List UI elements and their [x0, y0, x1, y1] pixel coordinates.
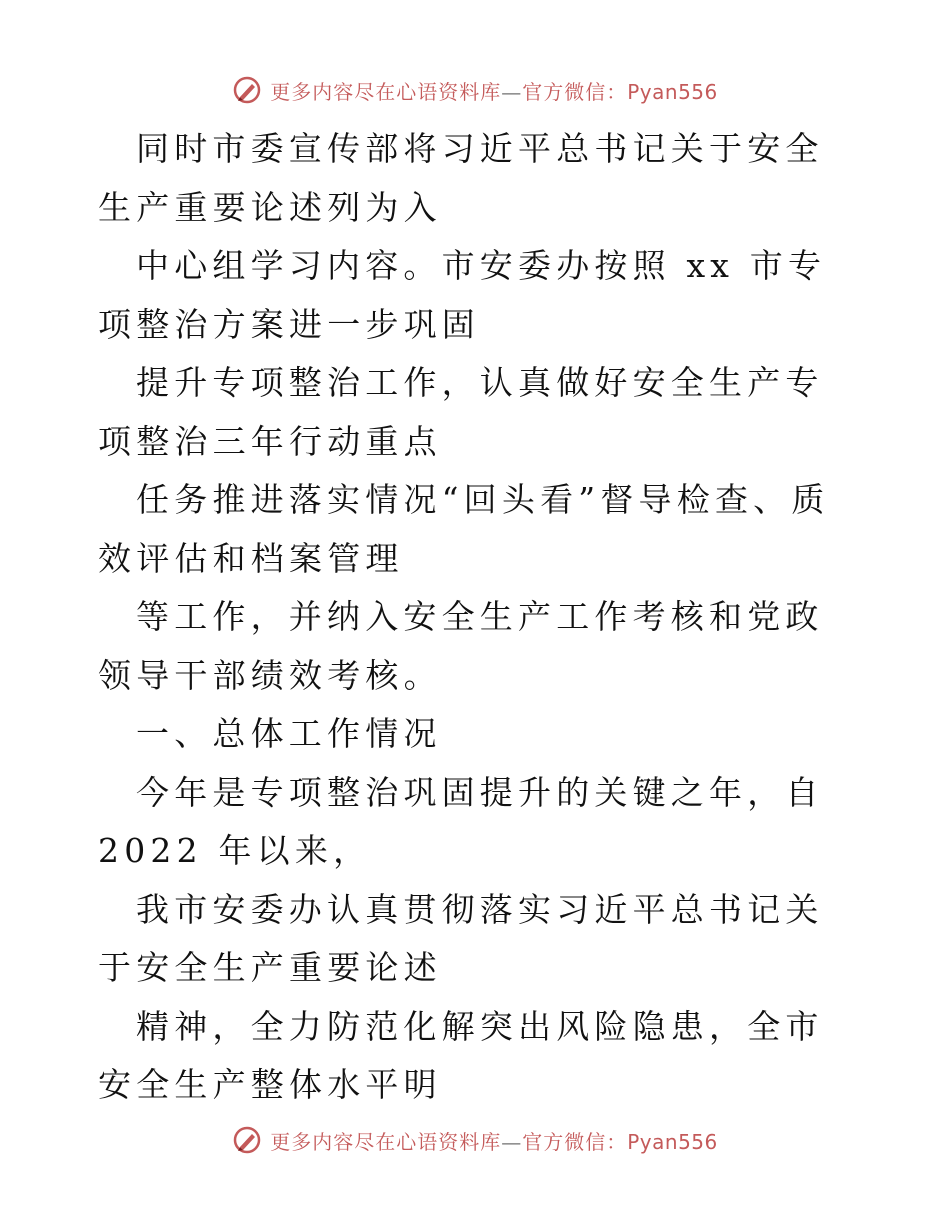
pen-logo-icon [232, 75, 262, 105]
watermark-wechat-id: Pyan556 [627, 79, 718, 104]
paragraph: 今年是专项整治巩固提升的关键之年，自 2022 年以来， [98, 772, 824, 870]
watermark-text [270, 1126, 718, 1155]
paragraph: 等工作，并纳入安全生产工作考核和党政领导干部绩效考核。 [98, 597, 824, 695]
paragraph: 中心组学习内容。市安委办按照 xx 市专项整治方案进一步巩固 [98, 246, 827, 344]
paragraph: 我市安委办认真贯彻落实习近平总书记关于安全生产重要论述 [98, 889, 824, 987]
pen-logo-icon [232, 1125, 262, 1155]
paragraph: 任务推进落实情况“回头看”督导检查、质效评估和档案管理 [98, 480, 830, 578]
watermark-site: 更多内容尽在心语资料库 [270, 79, 502, 104]
watermark-text [270, 76, 718, 105]
document-body [98, 120, 858, 1115]
watermark-wechat-id: Pyan556 [627, 1129, 718, 1154]
paragraph: 同时市委宣传部将习近平总书记关于安全生产重要论述列为入 [98, 129, 824, 227]
watermark-contact: 官方微信： [522, 79, 628, 104]
footer-watermark [0, 1122, 950, 1158]
watermark-site: 更多内容尽在心语资料库 [270, 1129, 502, 1154]
watermark-contact: 官方微信： [522, 1129, 628, 1154]
watermark-dash: — [501, 79, 523, 104]
header-watermark [0, 72, 950, 108]
paragraph: 提升专项整治工作，认真做好安全生产专项整治三年行动重点 [98, 363, 824, 461]
section-heading: 一、总体工作情况 [136, 714, 442, 753]
paragraph: 精神，全力防范化解突出风险隐患，全市安全生产整体水平明 [98, 1006, 824, 1104]
watermark-dash: — [501, 1129, 523, 1154]
